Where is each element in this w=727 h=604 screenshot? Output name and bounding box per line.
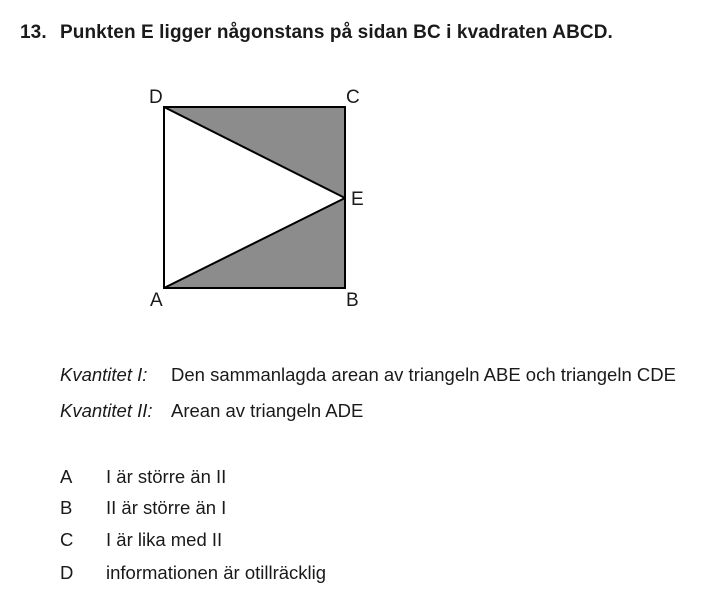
triangle-cde-shaded — [164, 107, 345, 198]
quantity-2 — [60, 400, 363, 422]
quantity-1 — [60, 364, 676, 386]
option-letter: C — [60, 529, 74, 550]
vertex-label-c: C — [346, 87, 360, 108]
vertex-label-e: E — [351, 189, 364, 210]
question-text: Punkten E ligger någonstans på sidan BC i kvadraten ABCD. — [60, 22, 613, 43]
vertex-label-b: B — [346, 290, 359, 311]
quantity-1-name: Kvantitet I: — [60, 364, 148, 385]
answer-option-a[interactable] — [60, 466, 226, 488]
vertex-label-a: A — [150, 290, 163, 311]
option-text: II är större än I — [106, 497, 227, 518]
option-text: informationen är otillräcklig — [106, 562, 327, 583]
segment-de — [164, 107, 345, 198]
answer-option-c[interactable] — [60, 529, 222, 551]
quantity-1-text: Den sammanlagda arean av triangeln ABE och triangeln CDE — [171, 364, 676, 385]
quantity-2-name: Kvantitet II: — [60, 400, 153, 421]
answer-option-d[interactable] — [60, 562, 326, 584]
option-letter: D — [60, 562, 74, 583]
option-text: I är större än II — [106, 466, 227, 487]
square-abcd — [164, 107, 345, 288]
segment-ae — [164, 198, 345, 288]
option-letter: B — [60, 497, 73, 518]
answer-option-b[interactable] — [60, 497, 226, 519]
question-heading — [20, 22, 613, 44]
quantity-2-text: Arean av triangeln ADE — [171, 400, 364, 421]
option-text: I är lika med II — [106, 529, 223, 550]
vertex-label-d: D — [149, 87, 163, 108]
question-number: 13. — [20, 22, 47, 43]
triangle-abe-shaded — [164, 198, 345, 288]
option-letter: A — [60, 466, 73, 487]
